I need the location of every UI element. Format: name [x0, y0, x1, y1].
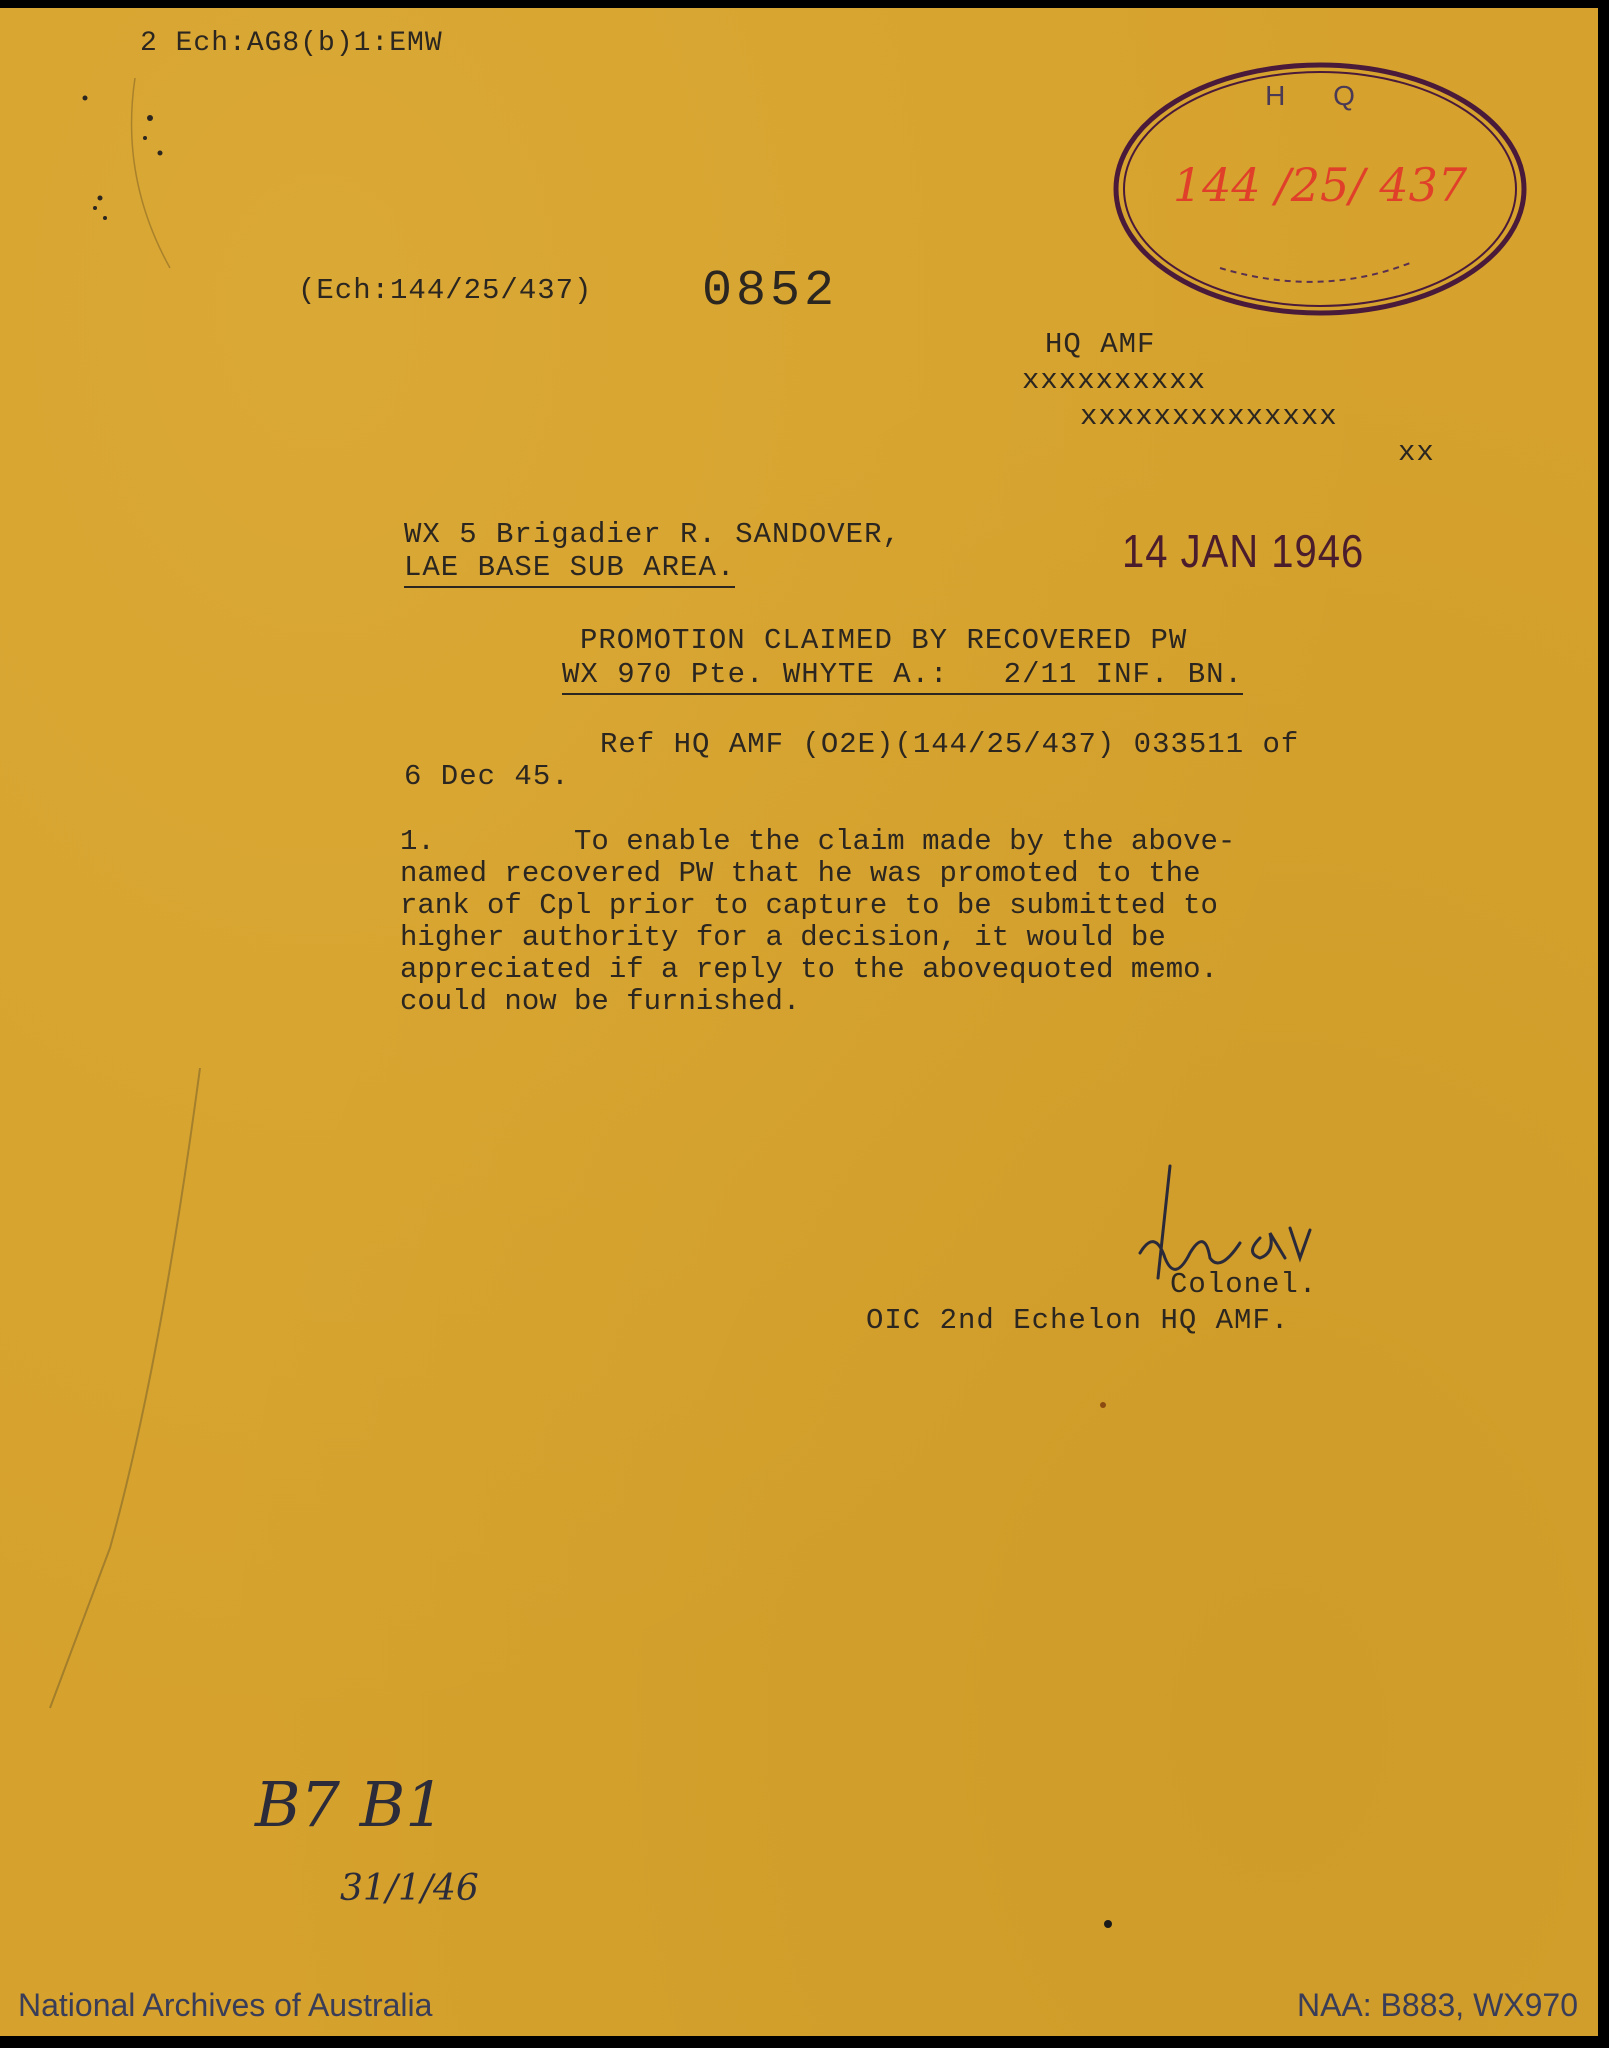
- from-line-3: xxxxxxxxxxxxxx: [1080, 400, 1338, 433]
- punch-marks: [60, 78, 200, 278]
- serial-number: 0852: [702, 263, 839, 320]
- reference-code: 2 Ech:AG8(b)1:EMW: [140, 28, 443, 59]
- handwritten-date: 31/1/46: [340, 1868, 479, 1909]
- signatory-position: OIC 2nd Echelon HQ AMF.: [866, 1304, 1290, 1337]
- handwritten-note: B7 B1: [255, 1768, 445, 1841]
- body-line-4: higher authority for a decision, it would be: [400, 921, 1166, 954]
- from-line-1: HQ AMF: [1045, 328, 1156, 361]
- addressee-line-1: WX 5 Brigadier R. SANDOVER,: [404, 518, 901, 551]
- signatory-title: Colonel.: [1170, 1268, 1318, 1301]
- pencil-stroke: [20, 1068, 220, 1718]
- registry-stamp: [1110, 58, 1530, 320]
- stamp-heading: H Q: [1265, 80, 1375, 111]
- archive-name: National Archives of Australia: [18, 1987, 433, 2023]
- date-received-stamp: 14 JAN 1946: [1122, 526, 1365, 578]
- body-line-3: rank of Cpl prior to capture to be submitted to: [400, 889, 1218, 922]
- file-reference: (Ech:144/25/437): [298, 274, 593, 307]
- archive-reference: NAA: B883, WX970: [1296, 1987, 1578, 2023]
- body-line-5: appreciated if a reply to the abovequoted memo.: [400, 953, 1218, 986]
- body-line-2: named recovered PW that he was promoted to the: [400, 857, 1201, 890]
- subject-line-2: WX 970 Pte. WHYTE A.: 2/11 INF. BN.: [562, 658, 1243, 695]
- body-line-6: could now be furnished.: [400, 985, 801, 1018]
- subject-line-1: PROMOTION CLAIMED BY RECOVERED PW: [580, 624, 1188, 657]
- addressee-line-2: LAE BASE SUB AREA.: [404, 551, 735, 588]
- ref-line-1: Ref HQ AMF (O2E)(144/25/437) 033511 of: [600, 728, 1300, 761]
- document-page: [0, 8, 1598, 2036]
- from-line-4: xx: [1398, 436, 1435, 469]
- body-line-1: 1. To enable the claim made by the above-: [400, 825, 1236, 858]
- paper-mark: [1100, 1402, 1106, 1408]
- paper-dot: [1104, 1920, 1112, 1928]
- from-line-2: xxxxxxxxxx: [1022, 364, 1207, 397]
- stamp-number: 144 /25/ 437: [1172, 158, 1468, 212]
- ref-line-2: 6 Dec 45.: [404, 760, 570, 793]
